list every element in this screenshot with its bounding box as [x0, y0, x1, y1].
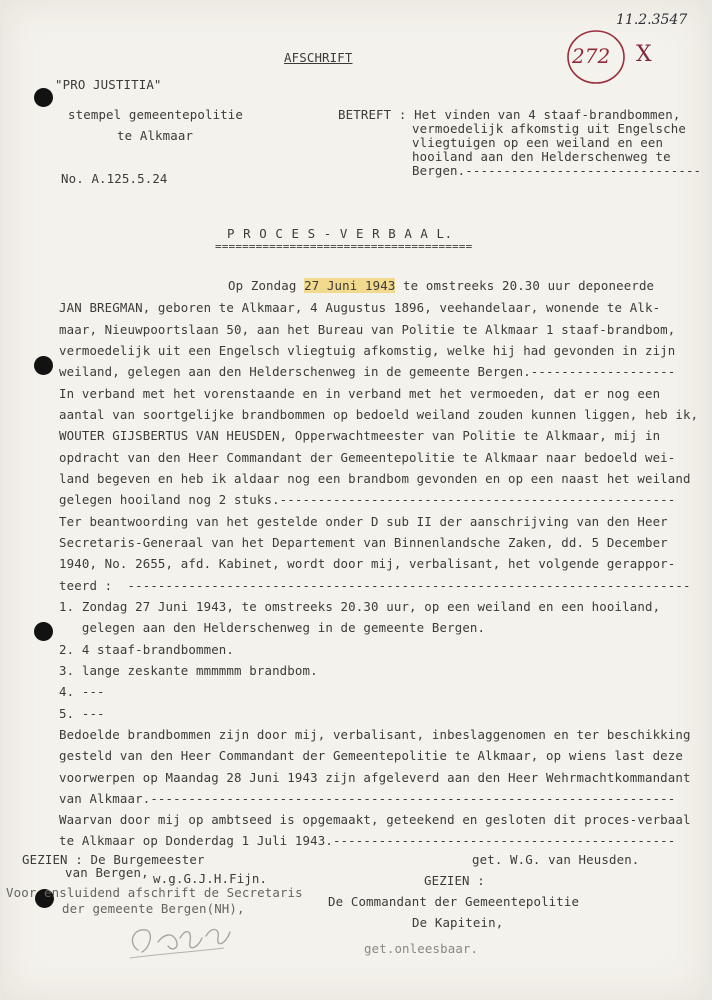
title-underline: ======================================: [215, 240, 473, 253]
highlighted-date: 27 Juni 1943: [304, 278, 396, 293]
conform-line-2: der gemeente Bergen(NH),: [62, 901, 245, 916]
body-line: Secretaris-Generaal van het Departement van Binnenlandsche Zaken, dd. 5 December: [59, 535, 668, 550]
gezien-commandant: GEZIEN :: [424, 873, 485, 888]
betreft-line: vliegtuigen op een weiland en een: [412, 135, 664, 150]
body-line: te Alkmaar op Donderdag 1 Juli 1943.---------------------------------------------: [59, 833, 676, 848]
folio-number: 272: [572, 44, 611, 68]
stamp-line-1: stempel gemeentepolitie: [68, 107, 244, 122]
body-line: Bedoelde brandbommen zijn door mij, verbalisant, inbeslaggenomen en ter beschikking: [59, 727, 691, 742]
body-line: JAN BREGMAN, geboren te Alkmaar, 4 Augustus 1896, veehandelaar, wonende te Alk-: [59, 300, 661, 315]
stamp-line-2: te Alkmaar: [117, 128, 194, 143]
list-item: 3. lange zeskante mmmmmm brandbom.: [59, 663, 318, 678]
body-line: voorwerpen op Maandag 28 Juni 1943 zijn afgeleverd aan den Heer Wehrmachtkommandant: [59, 770, 691, 785]
body-line: WOUTER GIJSBERTUS VAN HEUSDEN, Opperwachtmeester van Politie te Alkmaar, mij in: [59, 428, 661, 443]
gezien-burgemeester-place: van Bergen,: [65, 865, 149, 880]
body-line: vermoedelijk uit een Engelsch vliegtuig afkomstig, welke hij had gevonden in zijn: [59, 343, 676, 358]
body-line: 1940, No. 2655, afd. Kabinet, wordt door mij, verbalisant, het volgende gerappor-: [59, 556, 676, 571]
punch-hole: [34, 88, 53, 107]
body-line: In verband met het vorenstaande en in verband met het vermoeden, dat er nog een: [59, 386, 661, 401]
archive-reference: 11.2.3547: [616, 12, 688, 28]
betreft-line: hooiland aan den Helderschenweg te: [412, 149, 671, 164]
document-number: No. A.125.5.24: [61, 171, 168, 186]
conform-line-1: Voor ensluidend afschrift de Secretaris: [6, 885, 303, 900]
body-line: Waarvan door mij op ambtseed is opgemaakt, geteekend en gesloten dit proces-verbaal: [59, 812, 691, 827]
body-line-1-post: te omstreeks 20.30 uur deponeerde: [395, 278, 655, 293]
commandant-line-3: get.onleesbaar.: [364, 941, 479, 956]
body-line-1-pre: Op Zondag: [228, 278, 305, 293]
handwritten-signature: [120, 908, 240, 968]
body-line: opdracht van den Heer Commandant der Gemeentepolitie te Alkmaar naar bedoeld wei-: [59, 450, 676, 465]
list-item: gelegen aan den Helderschenweg in de gemeente Bergen.: [59, 620, 486, 635]
document-title: P R O C E S - V E R B A A L.: [227, 226, 453, 241]
betreft-line: Bergen.-------------------------------: [412, 163, 702, 178]
body-line: teerd : --------------------------------------------------------------------------: [59, 578, 691, 593]
body-line: weiland, gelegen aan den Helderschenweg in de gemeente Bergen.-------------------: [59, 364, 676, 379]
body-line-1: [228, 279, 654, 292]
list-item: 2. 4 staaf-brandbommen.: [59, 642, 235, 657]
gezien-burgemeester: GEZIEN : De Burgemeester: [22, 852, 205, 867]
burgemeester-signature: w.g.G.J.H.Fijn.: [153, 871, 268, 886]
betreft-line: vermoedelijk afkomstig uit Engelsche: [412, 121, 686, 136]
body-line: aantal van soortgelijke brandbommen op bedoeld weiland zouden kunnen liggen, heb ik,: [59, 407, 699, 422]
pro-justitia: "PRO JUSTITIA": [55, 77, 162, 92]
list-item: 4. ---: [59, 684, 105, 699]
body-line: Ter beantwoording van het gestelde onder D sub II der aanschrijving van den Heer: [59, 514, 668, 529]
list-item: 1. Zondag 27 Juni 1943, te omstreeks 20.30 uur, op een weiland en een hooiland,: [59, 599, 661, 614]
body-line: gesteld van den Heer Commandant der Gemeentepolitie te Alkmaar, op wiens last deze: [59, 748, 684, 763]
signed-officer: get. W.G. van Heusden.: [472, 852, 640, 867]
list-item: 5. ---: [59, 706, 105, 721]
punch-hole: [34, 356, 53, 375]
afschrift-heading: AFSCHRIFT: [284, 50, 353, 65]
commandant-line-1: De Commandant der Gemeentepolitie: [328, 894, 580, 909]
betreft-line: BETREFT : Het vinden van 4 staaf-brandbommen,: [338, 107, 681, 122]
body-line: land begeven en heb ik aldaar nog een brandbom gevonden en op een naast het weiland: [59, 471, 691, 486]
commandant-line-2: De Kapitein,: [412, 915, 504, 930]
punch-hole: [34, 622, 53, 641]
document-page: [2, 0, 708, 1000]
body-line: maar, Nieuwpoortslaan 50, aan het Bureau van Politie te Alkmaar 1 staaf-brandbom,: [59, 322, 676, 337]
body-line: van Alkmaar.---------------------------------------------------------------------: [59, 791, 676, 806]
folio-mark: X: [636, 42, 652, 67]
body-line: gelegen hooiland nog 2 stuks.----------------------------------------------------: [59, 492, 676, 507]
